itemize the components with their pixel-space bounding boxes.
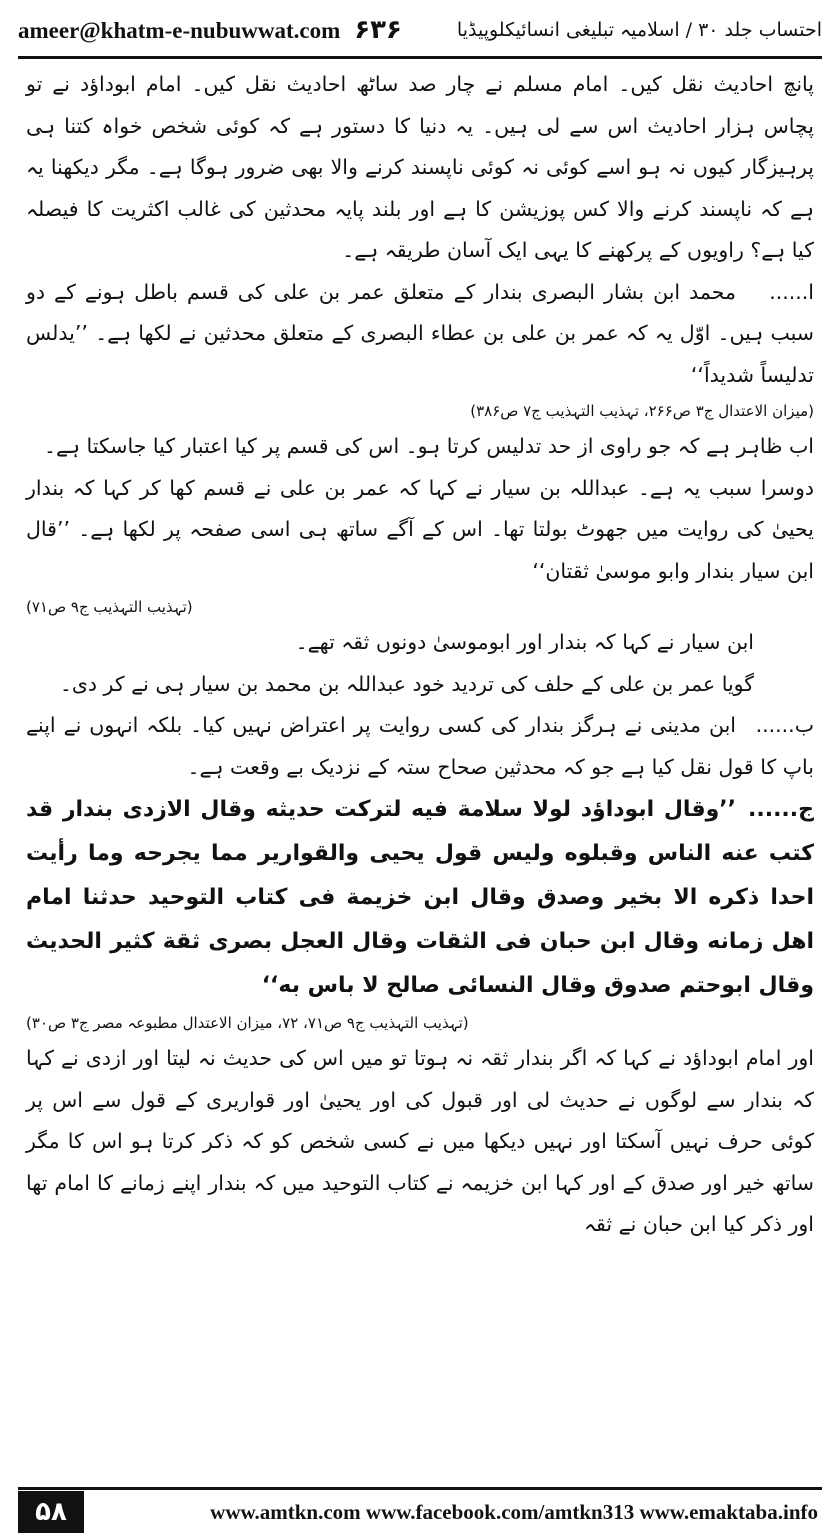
header-left — [18, 15, 402, 45]
header-email[interactable]: ameer@khatm-e-nubuwwat.com — [18, 18, 341, 43]
item-label-jeem: ج...... — [748, 797, 814, 822]
reference-2 — [26, 592, 814, 622]
arabic-quote — [26, 788, 814, 1008]
paragraph-9: اور امام ابوداؤد نے کہا کہ اگر بندار ثقہ نہ ہوتا تو میں اس کی حدیث نہ لیتا اور ازدی نے کہا کہ بندار سے لوگوں نے حدیث لی اور قبول کی اور یحییٰ اور قواریری کے قول سے اس پر کوئی حرف نہیں آسکتا اور نہیں دیکھا میں نے کسی شخص کو کہ ذکر کرتا ہو اس کا مگر ساتھ خیر اور صدق کے اور کہا ابن خزیمہ نے کتاب التوحید میں کہ بندار اپنے زمانے کا امام تھا اور ذکر کیا ابن حبان نے ثقہ — [26, 1046, 814, 1236]
reference-3-text: (تہذیب التہذیب ج۹ ص۷۱، ۷۲، میزان الاعتدال مطبوعہ مصر ج۳ ص۳۰) — [26, 1014, 469, 1032]
paragraph-7-text: ابن مدینی نے ہرگز بندار کی کسی روایت پر اعتراض نہیں کیا۔ بلکہ انہوں نے اپنے باپ کا قول نقل کیا ہے جو کہ محدثین صحاح ستہ کے نزدیک بے وقعت ہے۔ — [26, 713, 814, 779]
header-rule — [18, 56, 822, 59]
paragraph-2 — [26, 272, 814, 397]
item-label-alif: ا...... — [769, 279, 814, 304]
footer-page-badge: ۵۸ — [18, 1491, 84, 1533]
page-footer — [18, 1487, 822, 1534]
page-content — [26, 64, 814, 1480]
arabic-quote-text: ’’وقال ابوداؤد لولا سلامة فيه لتركت حديثه وقال الازدى بندار قد كتب عنه الناس وقبلوه وليس قول يحيى والقوارير مما يجرحه وما رأيت احدا ذكره الا بخير وصدق وقال ابن خزيمة فى كتاب التوحيد حدثنا امام اهل زمانه وقال ابن حبان فى الثقات وقال العجل بصرى ثقة كثير الحديث وقال ابوحتم صدوق وقال النسائى صالح لا باس به‘‘ — [26, 797, 814, 998]
item-label-bay: ب...... — [755, 713, 814, 737]
page-number: ۶۳۶ — [354, 15, 402, 45]
paragraph-2-text: محمد ابن بشار البصری بندار کے متعلق عمر بن علی کی قسم باطل ہونے کے دو سبب ہیں۔ اوّل یہ کہ عمر بن علی بن عطاء البصری کے متعلق محدثین نے لکھا ہے۔ ’’یدلس تدلیساً شدیداً‘‘ — [26, 279, 814, 387]
paragraph-3: اب ظاہر ہے کہ جو راوی از حد تدلیس کرتا ہو۔ اس کی قسم پر کیا اعتبار کیا جاسکتا ہے۔ — [43, 434, 814, 458]
paragraph-6: گویا عمر بن علی کے حلف کی تردید خود عبداللہ بن محمد بن سیار ہی نے کر دی۔ — [59, 671, 754, 696]
paragraph-7 — [26, 705, 814, 788]
paragraph-5: ابن سیار نے کہا کہ بندار اور ابوموسیٰ دونوں ثقہ تھے۔ — [295, 630, 754, 654]
reference-1-text: (میزان الاعتدال ج۳ ص۲۶۶، تہذیب التہذیب ج۷ ص۳۸۶) — [470, 402, 814, 420]
paragraph-1: پانچ احادیث نقل کیں۔ امام مسلم نے چار صد ساٹھ احادیث نقل کیں۔ امام ابوداؤد نے تو پچاس ہزار احادیث اس سے لی ہیں۔ یہ دنیا کا دستور ہے کہ کوئی شخص خواہ کتنا ہی پرہیزگار کیوں نہ ہو اسے کوئی نہ کوئی ناپسند کرنے والا بھی ضرور ہوگا ہے۔ مگر دیکھنا یہ ہے کہ ناپسند کرنے والا کس پوزیشن کا ہے اور بلند پایہ محدثین کی غالب اکثریت کا فیصلہ کیا ہے؟ راویوں کے پرکھنے کا یہی ایک آسان طریقہ ہے۔ — [26, 72, 814, 262]
reference-3 — [26, 1008, 814, 1038]
book-title: احتساب جلد ۳۰ / اسلامیہ تبلیغی انسائیکلوپیڈیا — [456, 19, 822, 41]
reference-2-text: (تہذیب التہذیب ج۹ ص۷۱) — [26, 598, 193, 616]
reference-1 — [26, 396, 814, 426]
page-header — [18, 8, 822, 52]
paragraph-4: دوسرا سبب یہ ہے۔ عبداللہ بن سیار نے کہا کہ عمر بن علی نے قسم کھا کر کہا کہ بندار یحییٰ کی روایت میں جھوٹ بولتا تھا۔ اس کے آگے ساتھ ہی اسی صفحہ پر لکھا ہے۔ ’’قال ابن سیار بندار وابو موسیٰ ثقتان‘‘ — [26, 475, 814, 583]
footer-links[interactable]: www.amtkn.com www.facebook.com/amtkn313 www.emaktaba.info — [210, 1499, 818, 1524]
